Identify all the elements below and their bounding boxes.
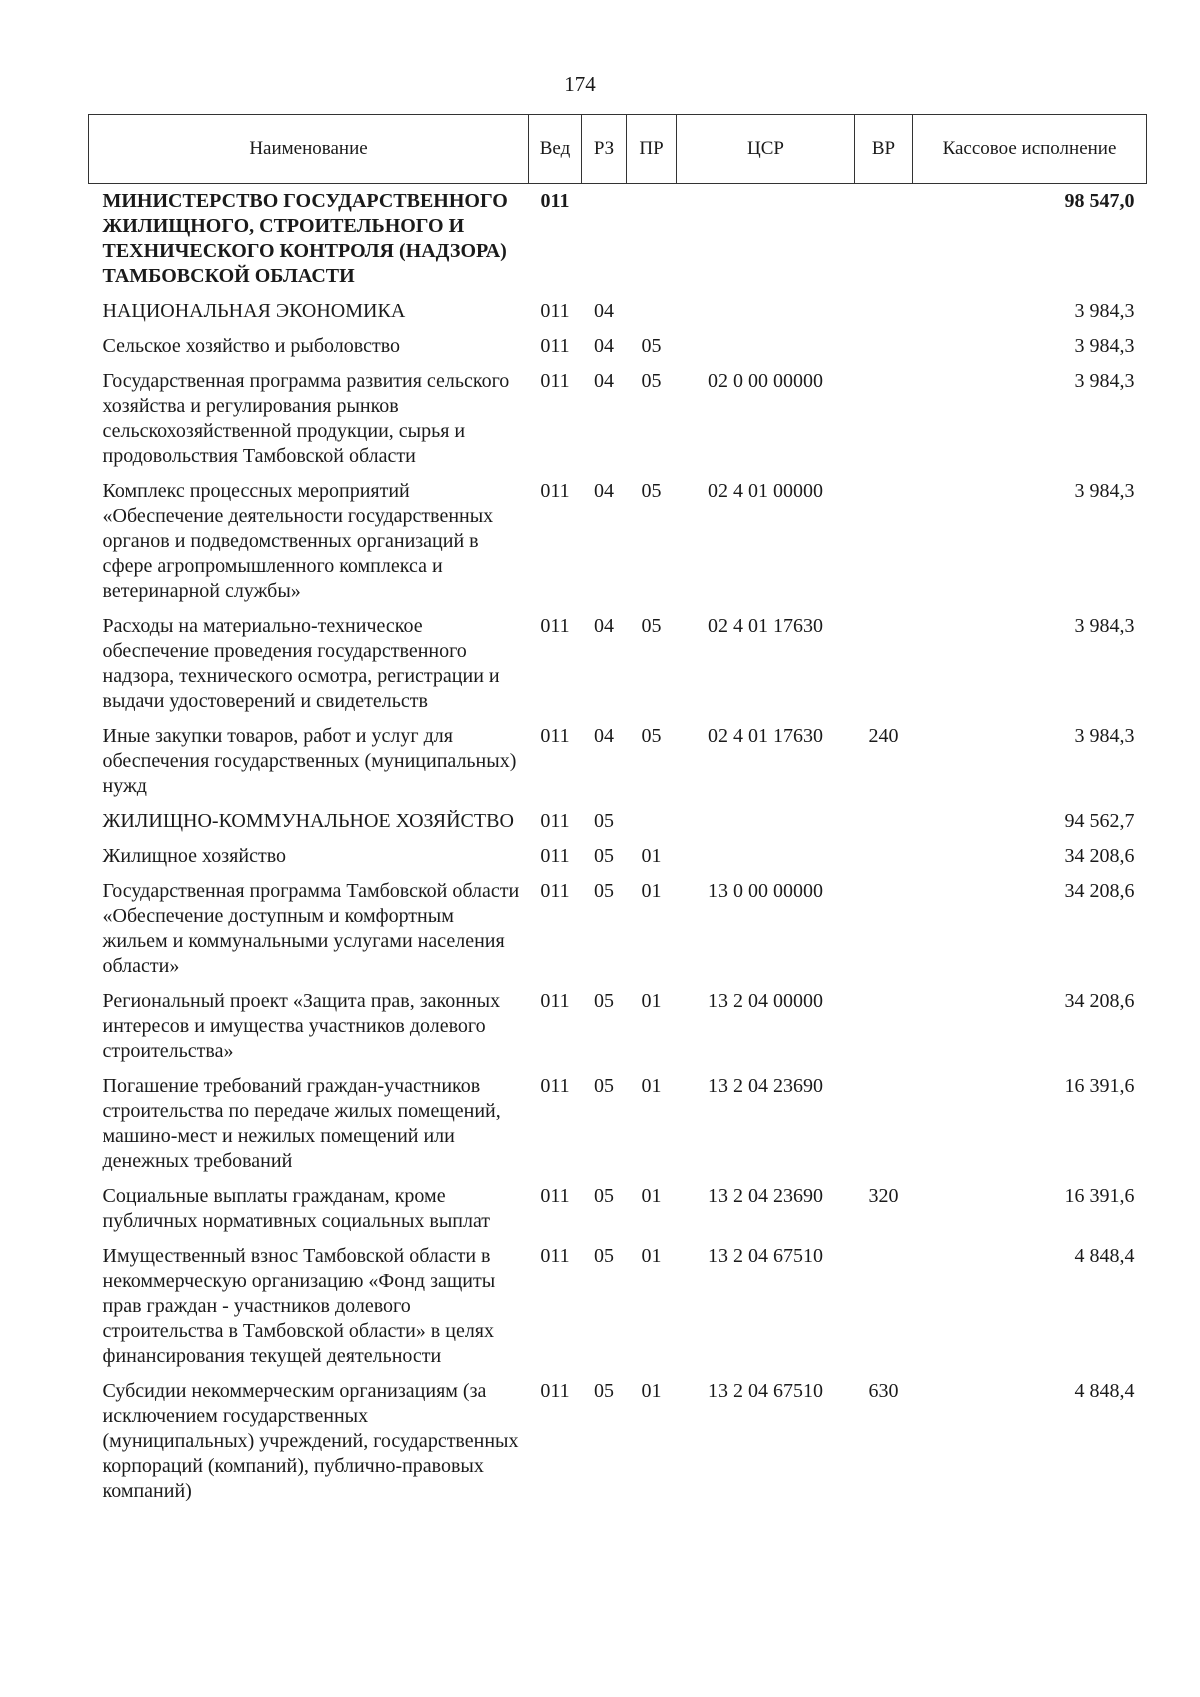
cell-rz: 05 bbox=[594, 880, 614, 902]
cell-amount: 3 984,3 bbox=[1074, 370, 1135, 392]
header-pr: ПР bbox=[627, 115, 677, 184]
cell-pr: 01 bbox=[641, 845, 662, 867]
cell-pr: 05 bbox=[641, 480, 662, 502]
cell-csr bbox=[677, 839, 855, 874]
cell-csr bbox=[677, 329, 855, 364]
cell-csr: 02 4 01 17630 bbox=[708, 725, 823, 747]
cell-ved: 011 bbox=[540, 880, 570, 902]
cell-csr: 13 2 04 23690 bbox=[708, 1185, 823, 1207]
cell-pr: 01 bbox=[641, 1245, 662, 1267]
cell-name: НАЦИОНАЛЬНАЯ ЭКОНОМИКА bbox=[102, 300, 406, 322]
table-row bbox=[89, 1374, 1147, 1509]
cell-ved: 011 bbox=[540, 1075, 570, 1097]
header-csr: ЦСР bbox=[677, 115, 855, 184]
cell-amount: 3 984,3 bbox=[1074, 300, 1135, 322]
table-row bbox=[89, 839, 1147, 874]
cell-vr bbox=[855, 609, 913, 719]
table-row bbox=[89, 804, 1147, 839]
cell-rz: 04 bbox=[594, 335, 614, 357]
cell-csr: 13 2 04 23690 bbox=[708, 1075, 823, 1097]
cell-ved: 011 bbox=[540, 990, 570, 1012]
cell-csr: 02 4 01 00000 bbox=[708, 480, 823, 502]
cell-pr: 01 bbox=[641, 1185, 662, 1207]
cell-rz: 04 bbox=[594, 300, 614, 322]
table-header bbox=[89, 115, 1147, 184]
cell-rz: 04 bbox=[594, 370, 614, 392]
cell-rz: 04 bbox=[594, 725, 614, 747]
header-rz: РЗ bbox=[582, 115, 627, 184]
cell-ved: 011 bbox=[540, 335, 570, 357]
cell-rz: 04 bbox=[594, 615, 614, 637]
cell-name: Региональный проект «Защита прав, законных интересов и имущества участников долевого строительства» bbox=[102, 990, 501, 1062]
cell-pr: 01 bbox=[641, 990, 662, 1012]
cell-name: Комплекс процессных мероприятий «Обеспечение деятельности государственных органов и подведомственных организаций в сфере агропромышленного комплекса и ветеринарной службы» bbox=[102, 480, 494, 602]
cell-rz: 05 bbox=[594, 810, 614, 832]
cell-name: Субсидии некоммерческим организациям (за исключением государственных (муниципальных) учреждений, государственных корпораций (компаний), публично-правовых компаний) bbox=[102, 1380, 519, 1502]
table-row bbox=[89, 1069, 1147, 1179]
cell-ved: 011 bbox=[540, 370, 570, 392]
cell-rz bbox=[582, 184, 627, 295]
cell-pr: 01 bbox=[641, 1380, 662, 1402]
cell-pr: 05 bbox=[641, 370, 662, 392]
cell-pr: 01 bbox=[641, 880, 662, 902]
header-vr: ВР bbox=[855, 115, 913, 184]
table-row bbox=[89, 364, 1147, 474]
cell-vr bbox=[855, 364, 913, 474]
cell-ved: 011 bbox=[540, 1380, 570, 1402]
cell-csr bbox=[677, 184, 855, 295]
cell-vr: 240 bbox=[868, 725, 899, 747]
cell-amount: 34 208,6 bbox=[1064, 990, 1135, 1012]
cell-pr bbox=[627, 184, 677, 295]
page-number: 174 bbox=[564, 72, 596, 96]
table-row bbox=[89, 294, 1147, 329]
cell-amount: 16 391,6 bbox=[1064, 1075, 1135, 1097]
cell-vr bbox=[855, 874, 913, 984]
cell-name: Социальные выплаты гражданам, кроме публичных нормативных социальных выплат bbox=[102, 1185, 491, 1232]
table-row bbox=[89, 1239, 1147, 1374]
cell-csr: 13 2 04 67510 bbox=[708, 1380, 823, 1402]
cell-pr: 01 bbox=[641, 1075, 662, 1097]
cell-name: Погашение требований граждан-участников строительства по передаче жилых помещений, машино-мест и нежилых помещений или денежных требований bbox=[102, 1075, 501, 1172]
cell-rz: 05 bbox=[594, 990, 614, 1012]
cell-ved: 011 bbox=[540, 190, 570, 212]
cell-rz: 05 bbox=[594, 1245, 614, 1267]
cell-name: Жилищное хозяйство bbox=[102, 845, 286, 867]
cell-amount: 3 984,3 bbox=[1074, 615, 1135, 637]
cell-csr bbox=[677, 294, 855, 329]
cell-ved: 011 bbox=[540, 725, 570, 747]
cell-rz: 05 bbox=[594, 1380, 614, 1402]
cell-vr bbox=[855, 474, 913, 609]
cell-rz: 05 bbox=[594, 845, 614, 867]
cell-csr: 02 4 01 17630 bbox=[708, 615, 823, 637]
cell-amount: 94 562,7 bbox=[1064, 810, 1135, 832]
table-row bbox=[89, 609, 1147, 719]
cell-amount: 3 984,3 bbox=[1074, 335, 1135, 357]
cell-csr: 13 2 04 67510 bbox=[708, 1245, 823, 1267]
cell-name: Сельское хозяйство и рыболовство bbox=[102, 335, 401, 357]
cell-name: Иные закупки товаров, работ и услуг для обеспечения государственных (муниципальных) нужд bbox=[102, 725, 517, 797]
cell-vr bbox=[855, 1239, 913, 1374]
cell-ved: 011 bbox=[540, 1245, 570, 1267]
cell-pr bbox=[627, 804, 677, 839]
table-row bbox=[89, 1179, 1147, 1239]
cell-pr: 05 bbox=[641, 335, 662, 357]
cell-rz: 05 bbox=[594, 1075, 614, 1097]
table-body bbox=[89, 184, 1147, 1510]
table-row bbox=[89, 874, 1147, 984]
cell-ved: 011 bbox=[540, 810, 570, 832]
cell-name: Государственная программа Тамбовской области «Обеспечение доступным и комфортным жильем и коммунальными услугами населения области» bbox=[102, 880, 520, 977]
cell-ved: 011 bbox=[540, 845, 570, 867]
cell-amount: 34 208,6 bbox=[1064, 880, 1135, 902]
cell-vr bbox=[855, 804, 913, 839]
table-row bbox=[89, 984, 1147, 1069]
cell-name: МИНИСТЕРСТВО ГОСУДАРСТВЕННОГО ЖИЛИЩНОГО, СТРОИТЕЛЬНОГО И ТЕХНИЧЕСКОГО КОНТРОЛЯ (НАДЗОРА) ТАМБОВСКОЙ ОБЛАСТИ bbox=[102, 190, 508, 287]
cell-vr: 630 bbox=[868, 1380, 899, 1402]
cell-ved: 011 bbox=[540, 1185, 570, 1207]
cell-name: Расходы на материально-техническое обеспечение проведения государственного надзора, технического осмотра, регистрации и выдачи удостоверений и свидетельств bbox=[102, 615, 500, 712]
cell-vr: 320 bbox=[868, 1185, 899, 1207]
cell-csr: 13 0 00 00000 bbox=[708, 880, 823, 902]
cell-csr: 13 2 04 00000 bbox=[708, 990, 823, 1012]
table-row bbox=[89, 719, 1147, 804]
cell-vr bbox=[855, 329, 913, 364]
cell-amount: 16 391,6 bbox=[1064, 1185, 1135, 1207]
cell-ved: 011 bbox=[540, 480, 570, 502]
cell-rz: 05 bbox=[594, 1185, 614, 1207]
cell-amount: 34 208,6 bbox=[1064, 845, 1135, 867]
cell-vr bbox=[855, 184, 913, 295]
table-row bbox=[89, 329, 1147, 364]
table-row bbox=[89, 184, 1147, 295]
cell-pr: 05 bbox=[641, 725, 662, 747]
cell-amount: 4 848,4 bbox=[1074, 1380, 1135, 1402]
cell-amount: 4 848,4 bbox=[1074, 1245, 1135, 1267]
cell-csr: 02 0 00 00000 bbox=[708, 370, 823, 392]
cell-pr bbox=[627, 294, 677, 329]
cell-name: ЖИЛИЩНО-КОММУНАЛЬНОЕ ХОЗЯЙСТВО bbox=[102, 810, 514, 832]
cell-ved: 011 bbox=[540, 615, 570, 637]
header-amount: Кассовое исполнение bbox=[913, 115, 1147, 184]
budget-table bbox=[88, 114, 1147, 1509]
cell-vr bbox=[855, 1069, 913, 1179]
cell-vr bbox=[855, 839, 913, 874]
cell-vr bbox=[855, 294, 913, 329]
budget-table-container bbox=[88, 114, 1146, 1509]
header-ved: Вед bbox=[529, 115, 582, 184]
cell-amount: 98 547,0 bbox=[1064, 190, 1135, 212]
cell-amount: 3 984,3 bbox=[1074, 725, 1135, 747]
cell-rz: 04 bbox=[594, 480, 614, 502]
cell-amount: 3 984,3 bbox=[1074, 480, 1135, 502]
cell-vr bbox=[855, 984, 913, 1069]
cell-csr bbox=[677, 804, 855, 839]
cell-pr: 05 bbox=[641, 615, 662, 637]
cell-ved: 011 bbox=[540, 300, 570, 322]
cell-name: Государственная программа развития сельского хозяйства и регулирования рынков сельскохозяйственной продукции, сырья и продовольствия Тамбовской области bbox=[102, 370, 510, 467]
header-name: Наименование bbox=[89, 115, 529, 184]
cell-name: Имущественный взнос Тамбовской области в некоммерческую организацию «Фонд защиты прав граждан - участников долевого строительства в Тамбовской области» в целях финансирования текущей деятельности bbox=[102, 1245, 496, 1367]
table-row bbox=[89, 474, 1147, 609]
